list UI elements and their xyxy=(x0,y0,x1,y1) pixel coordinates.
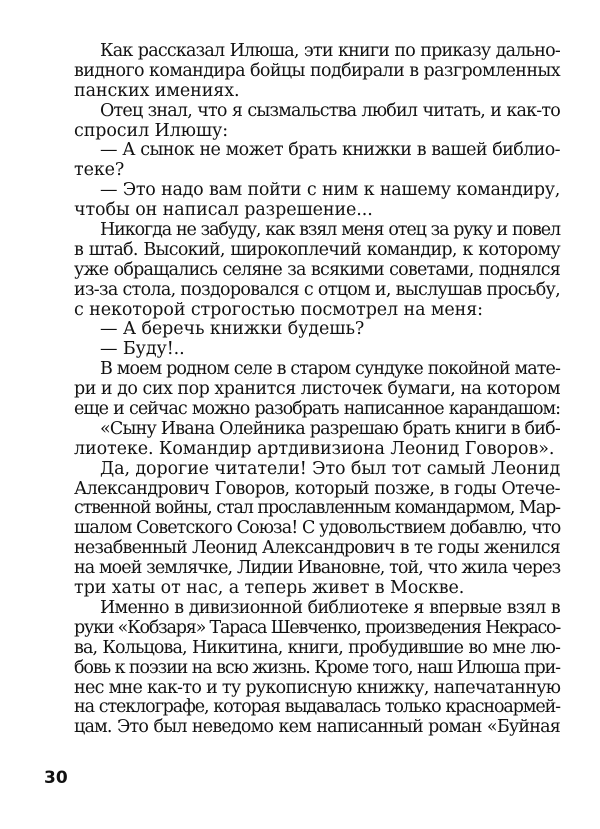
text-line: на моей землячке, Лидии Ивановне, той, что жила через xyxy=(74,558,561,579)
text-line: в штаб. Высокий, широкоплечий командир, к которому xyxy=(74,239,560,260)
text-line: бовь к поэзии на всю жизнь. Кроме того, наш Илюша при- xyxy=(74,657,560,678)
text-line: ри и до сих пор хранится листочек бумаги, на котором xyxy=(74,379,561,400)
text-line: незабвенный Леонид Александрович в те годы женился xyxy=(74,538,560,559)
text-line: теке? xyxy=(74,160,125,181)
text-line: — А сынок не может брать книжки в вашей библио- xyxy=(100,140,560,161)
text-line: Александрович Говоров, который позже, в годы Отече- xyxy=(74,478,560,499)
text-line: спросил Илюшу: xyxy=(74,120,229,141)
text-line: — А беречь книжки будешь? xyxy=(100,319,365,340)
text-line: Отец знал, что я сызмальства любил читать, и как-то xyxy=(100,100,560,121)
body-text xyxy=(74,42,560,738)
text-line: чтобы он написал разрешение... xyxy=(74,200,373,221)
text-line: видного командира бойцы подбирали в разгромленных xyxy=(74,60,560,81)
text-line: ва, Кольцова, Никитина, книги, пробудившие во мне лю- xyxy=(74,637,560,658)
text-line: ственной войны, стал прославленным командармом, Мар- xyxy=(74,498,560,519)
text-line: лиотеке. Командир артдивизиона Леонид Говоров». xyxy=(74,438,555,459)
page-number: 30 xyxy=(44,768,68,788)
text-line: цам. Это был неведомо кем написанный роман «Буйная xyxy=(74,717,560,738)
text-line: Именно в дивизионной библиотеке я впервые взял в xyxy=(100,597,560,618)
text-line: три хаты от нас, а теперь живет в Москве. xyxy=(74,578,465,599)
text-line: нес мне как-то и ту рукописную книжку, напечатанную xyxy=(74,677,561,698)
text-line: Как рассказал Илюша, эти книги по приказу дально- xyxy=(100,41,560,61)
text-line: «Сыну Ивана Олейника разрешаю брать книги в биб- xyxy=(100,418,561,439)
text-line: панских имениях. xyxy=(74,80,240,101)
text-line: — Буду!.. xyxy=(100,339,185,360)
text-line: — Это надо вам пойти с ним к нашему командиру, xyxy=(100,180,560,201)
text-line: еще и сейчас можно разобрать написанное карандашом: xyxy=(74,399,560,420)
text-line: руки «Кобзаря» Тараса Шевченко, произведения Некрасо- xyxy=(74,617,561,638)
text-line: на стеклографе, которая выдавалась только красноармей- xyxy=(74,697,560,718)
text-line: с некоторой строгостью посмотрел на меня: xyxy=(74,299,483,320)
text-line: из-за стола, поздоровался с отцом и, выслушав просьбу, xyxy=(74,279,560,300)
text-line: уже обращались селяне за всякими советами, поднялся xyxy=(74,259,560,280)
text-line: Да, дорогие читатели! Это был тот самый Леонид xyxy=(100,458,561,479)
text-line: Никогда не забуду, как взял меня отец за руку и повел xyxy=(100,220,560,241)
text-line: В моем родном селе в старом сундуке покойной мате- xyxy=(100,359,560,380)
text-line: шалом Советского Союза! С удовольствием добавлю, что xyxy=(74,518,561,539)
